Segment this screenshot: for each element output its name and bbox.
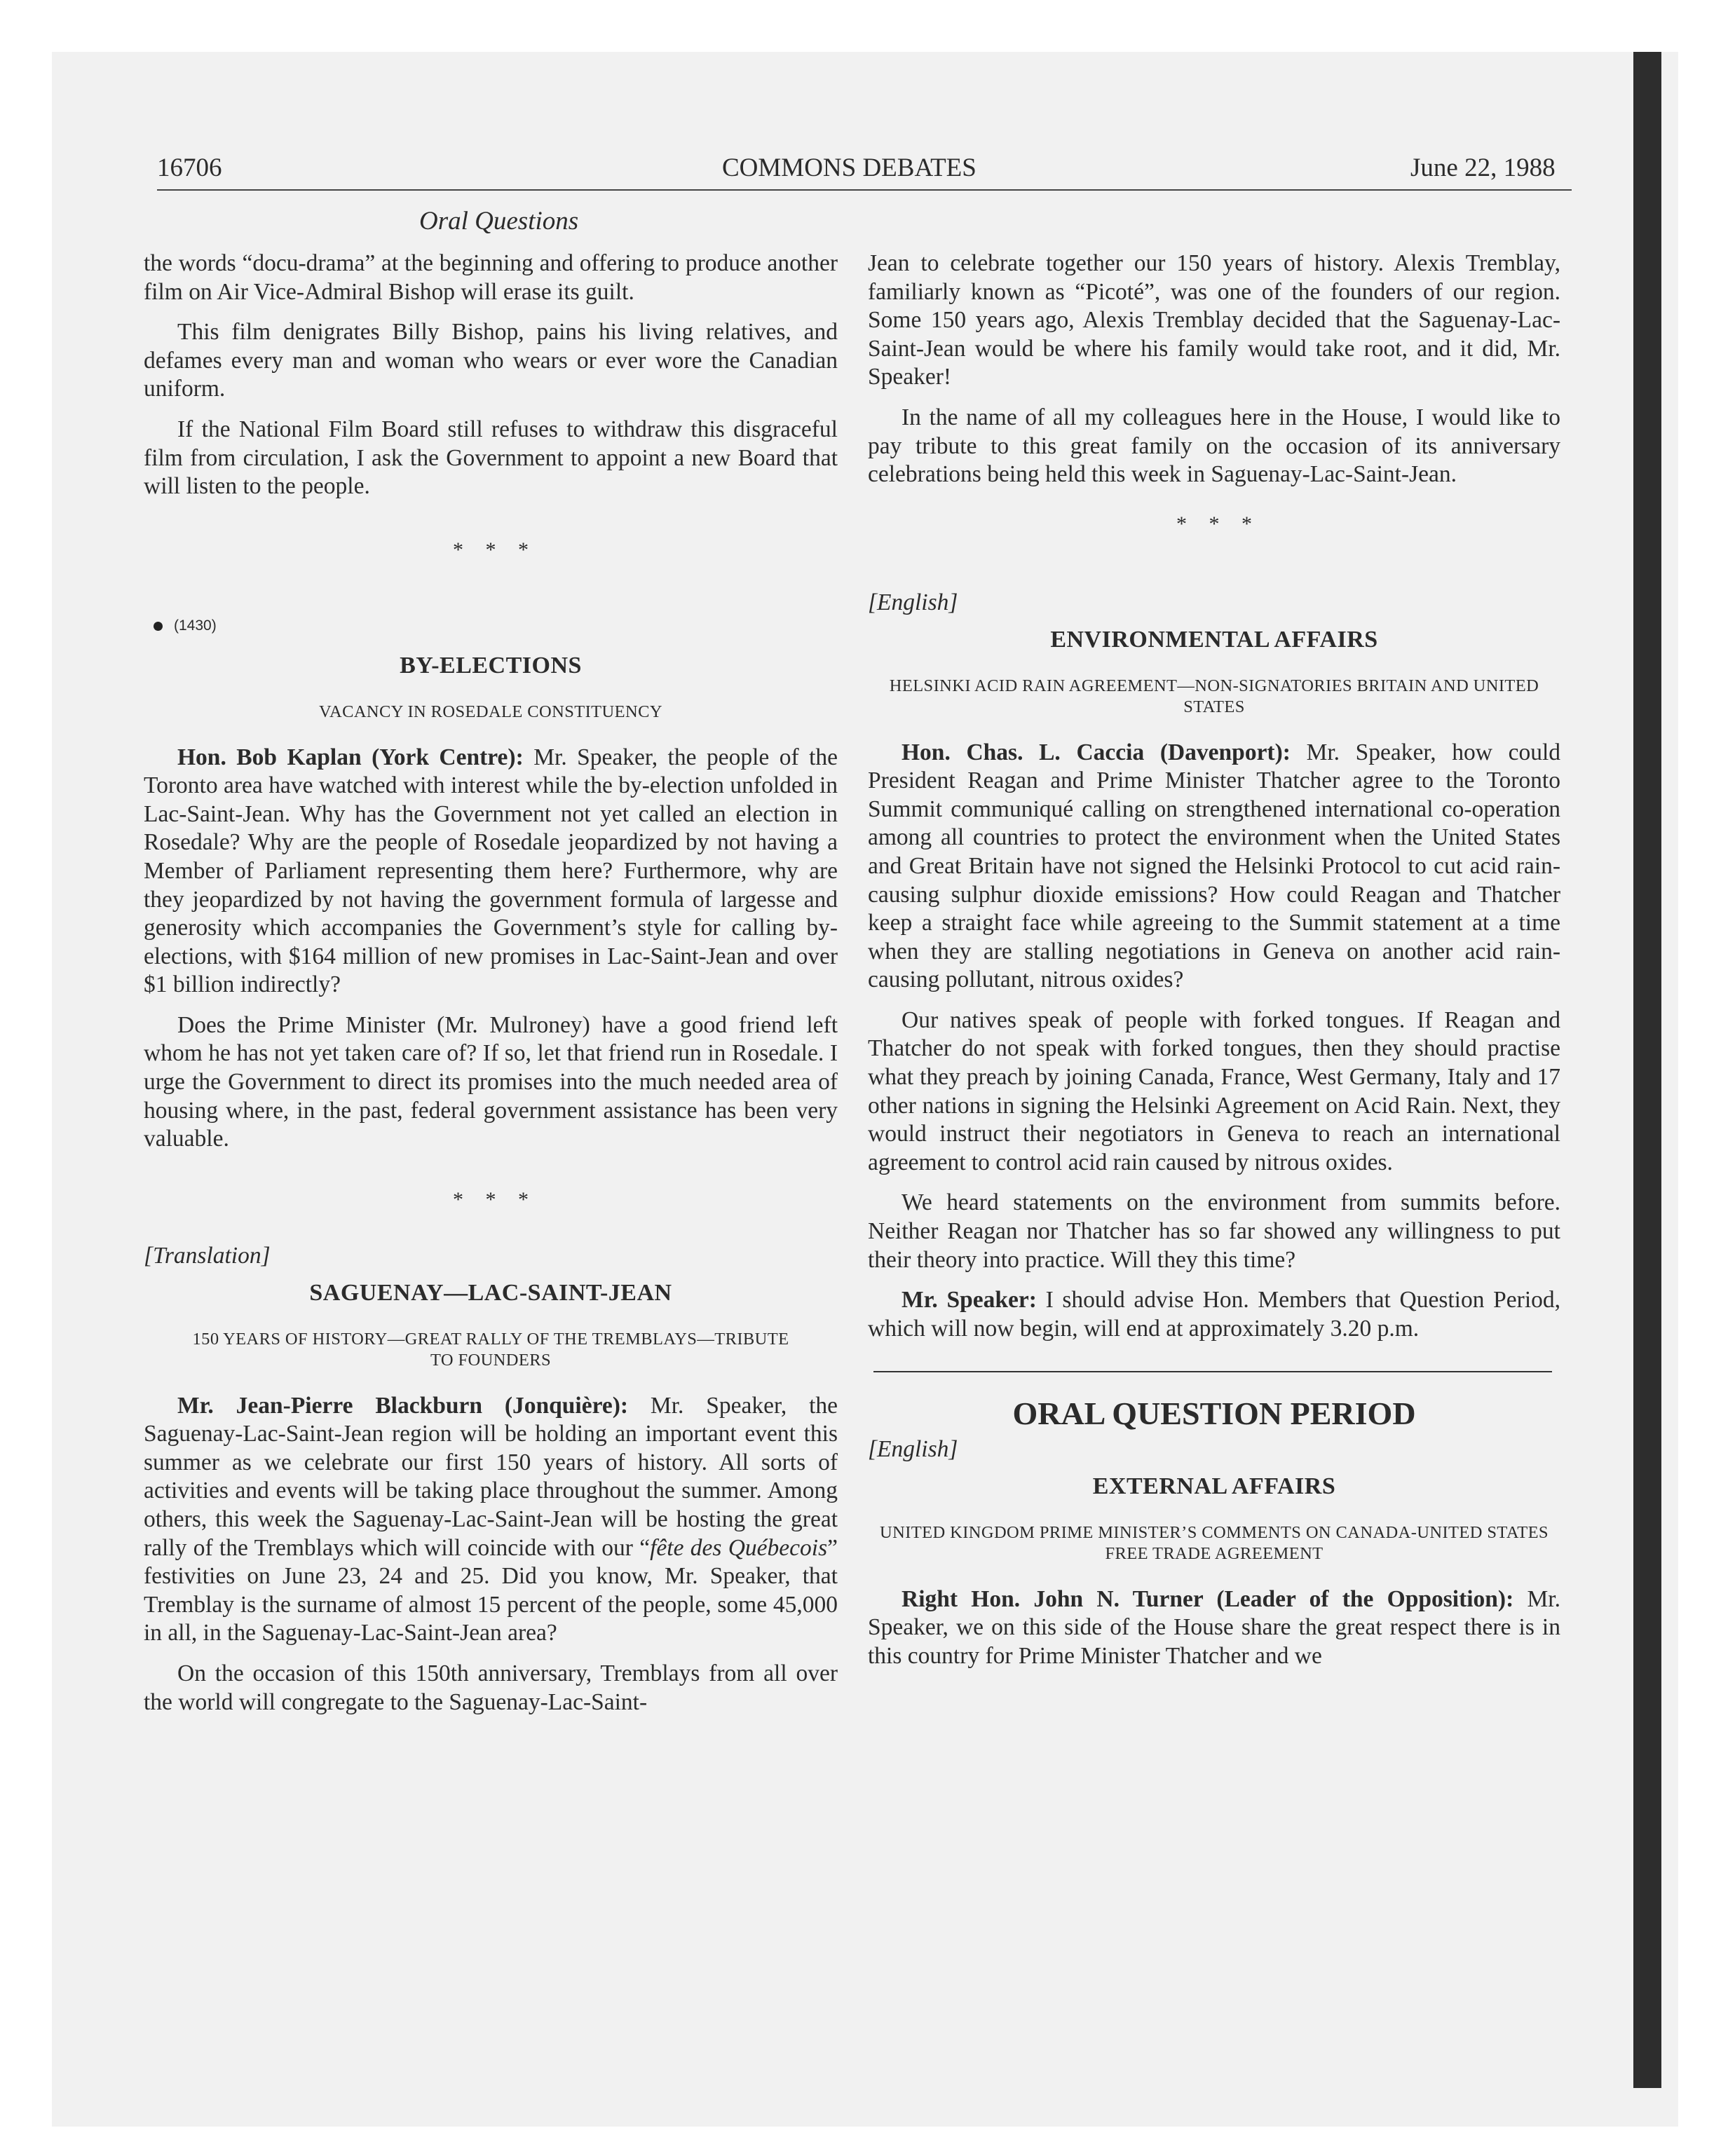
speech-text: Mr. Speaker, we on this side of the House share the great respect there is in this country for Prime Minister Thatcher and we xyxy=(868,1585,1560,1669)
speaker-name: Hon. Bob Kaplan (York Centre): xyxy=(177,744,524,770)
speech-paragraph xyxy=(868,1585,1560,1671)
section-heading: SAGUENAY—LAC-SAINT-JEAN xyxy=(309,1280,672,1306)
speech-text: Mr. Speaker, the Saguenay-Lac-Saint-Jean region will be holding an important event this summer as we celebrate our first 150 years of history. All sorts of activities and events will be taking place throughout the summer. Among others, this week the Saguenay-Lac-Saint-Jean will be hosting the great rally of the Tremblays which will coincide with our “ xyxy=(144,1392,838,1561)
section-separator: * * * xyxy=(453,1187,529,1211)
paragraph: We heard statements on the environment from summits before. Neither Reagan nor Thatcher has so far showed any willingness to put their theory into practice. Will they this time? xyxy=(868,1189,1560,1273)
speech-paragraph xyxy=(868,1286,1560,1343)
left-column xyxy=(144,250,838,1728)
speaker-name: Right Hon. John N. Turner (Leader of the Opposition): xyxy=(901,1585,1514,1612)
bullet-icon xyxy=(154,622,163,631)
scan-edge-shadow xyxy=(1633,52,1661,2088)
paragraph: Our natives speak of people with forked tongues. If Reagan and Thatcher do not speak with forked tongues, then they should practise what they preach by joining Canada, France, West Germany, Italy and 17 other nations in signing the Helsinki Agreement on Acid Rain. Next, they would instruct their negotiators in Geneva to reach an international agreement to control acid rain caused by nitrous oxides. xyxy=(868,1007,1560,1175)
paragraph: Jean to celebrate together our 150 years of history. Alexis Tremblay, familiarly known as “Picoté”, was one of the founders of our region. Some 150 years ago, Alexis Tremblay decided that the Saguenay-Lac-Saint-Jean would be where his family would take root, and it did, Mr. Speaker! xyxy=(868,250,1560,390)
right-column xyxy=(868,250,1560,1682)
section-separator: * * * xyxy=(1176,512,1252,535)
section-separator: * * * xyxy=(453,538,529,561)
time-mark xyxy=(154,612,838,641)
speech-text: Mr. Speaker, the people of the Toronto area have watched with interest while the by-election unfolded in Lac-Saint-Jean. Why has the Government not yet called an election in Rosedale? Why are the people of Rosedale jeopardized by not having a Member of Parliament representing them here? Furthermore, why are they jeopardized by not having the government formula of largesse and generosity which accompanies the Government’s style for calling by-elections, with $164 million of new promises in Lac-Saint-Jean and over $1 billion indirectly? xyxy=(144,744,838,998)
section-heading: ENVIRONMENTAL AFFAIRS xyxy=(1050,626,1378,653)
language-tag: [Translation] xyxy=(144,1243,271,1269)
speech-paragraph xyxy=(144,1392,838,1648)
section-subheading: HELSINKI ACID RAIN AGREEMENT—NON-SIGNATORIES BRITAIN AND UNITED STATES xyxy=(889,676,1539,716)
language-tag: [English] xyxy=(868,589,958,616)
paragraph: In the name of all my colleagues here in the House, I would like to pay tribute to this great family on the occasion of its anniversary celebrations being held this week in Saguenay-Lac-Saint-Jean. xyxy=(868,404,1560,488)
section-heading: BY-ELECTIONS xyxy=(400,652,582,678)
section-subheading: 150 YEARS OF HISTORY—GREAT RALLY OF THE TREMBLAYS—TRIBUTE TO FOUNDERS xyxy=(192,1329,789,1370)
page-number: 16706 xyxy=(157,153,222,182)
paragraph: This film denigrates Billy Bishop, pains his living relatives, and defames every man and woman who wears or ever wore the Canadian uniform. xyxy=(144,319,838,402)
speech-paragraph xyxy=(144,744,838,999)
section-rule xyxy=(873,1371,1552,1372)
section-heading: EXTERNAL AFFAIRS xyxy=(1092,1473,1336,1499)
section-subheading: VACANCY IN ROSEDALE CONSTITUENCY xyxy=(319,702,662,721)
speaker-name: Mr. Jean-Pierre Blackburn (Jonquière): xyxy=(177,1392,629,1419)
speech-text: I should advise Hon. Members that Question Period, which will now begin, will end at approximately 3.20 p.m. xyxy=(868,1287,1560,1342)
publication-title: COMMONS DEBATES xyxy=(722,153,977,182)
header-rule xyxy=(157,189,1572,191)
speaker-name: Mr. Speaker: xyxy=(901,1287,1037,1314)
italic-phrase: fête des Québecois xyxy=(650,1534,828,1561)
language-tag: [English] xyxy=(868,1436,958,1463)
time-mark-label: (1430) xyxy=(174,618,217,634)
page-date: June 22, 1988 xyxy=(1410,153,1556,182)
speech-text: Mr. Speaker, how could President Reagan and Prime Minister Thatcher agree to the Toronto Summit communiqué calling on strengthened international co-operation among all countries to protect the environment when the United States and Great Britain have not signed the Helsinki Protocol to cut acid rain-causing sulphur dioxide emissions? How could Reagan and Thatcher keep a straight face while agreeing to the Summit statement at a time when they are stalling negotiations in Geneva on another acid rain-causing pollutant, nitrous oxides? xyxy=(868,739,1561,993)
speech-paragraph xyxy=(868,739,1560,995)
paragraph: the words “docu-drama” at the beginning and offering to produce another film on Air Vice-Admiral Bishop will erase its guilt. xyxy=(144,250,838,305)
paragraph: Does the Prime Minister (Mr. Mulroney) have a good friend left whom he has not yet taken care of? If so, let that friend run in Rosedale. I urge the Government to direct its promises into the much needed area of housing where, in the past, federal government assistance has been very valuable. xyxy=(144,1011,838,1152)
section-subheading: UNITED KINGDOM PRIME MINISTER’S COMMENTS ON CANADA-UNITED STATES FREE TRADE AGREEMENT xyxy=(880,1522,1549,1563)
section-running-head: Oral Questions xyxy=(419,207,579,236)
major-heading: ORAL QUESTION PERIOD xyxy=(1012,1396,1416,1432)
speaker-name: Hon. Chas. L. Caccia (Davenport): xyxy=(901,739,1291,765)
speech-text: ” festivities on June 23, 24 and 25. Did you know, Mr. Speaker, that Tremblay is the surname of almost 15 percent of the people, some 45,000 in all, in the Saguenay-Lac-Saint-Jean area? xyxy=(144,1534,838,1646)
paragraph: If the National Film Board still refuses to withdraw this disgraceful film from circulation, I ask the Government to appoint a new Board that will listen to the people. xyxy=(144,416,838,500)
paragraph: On the occasion of this 150th anniversary, Tremblays from all over the world will congregate to the Saguenay-Lac-Saint- xyxy=(144,1660,838,1715)
